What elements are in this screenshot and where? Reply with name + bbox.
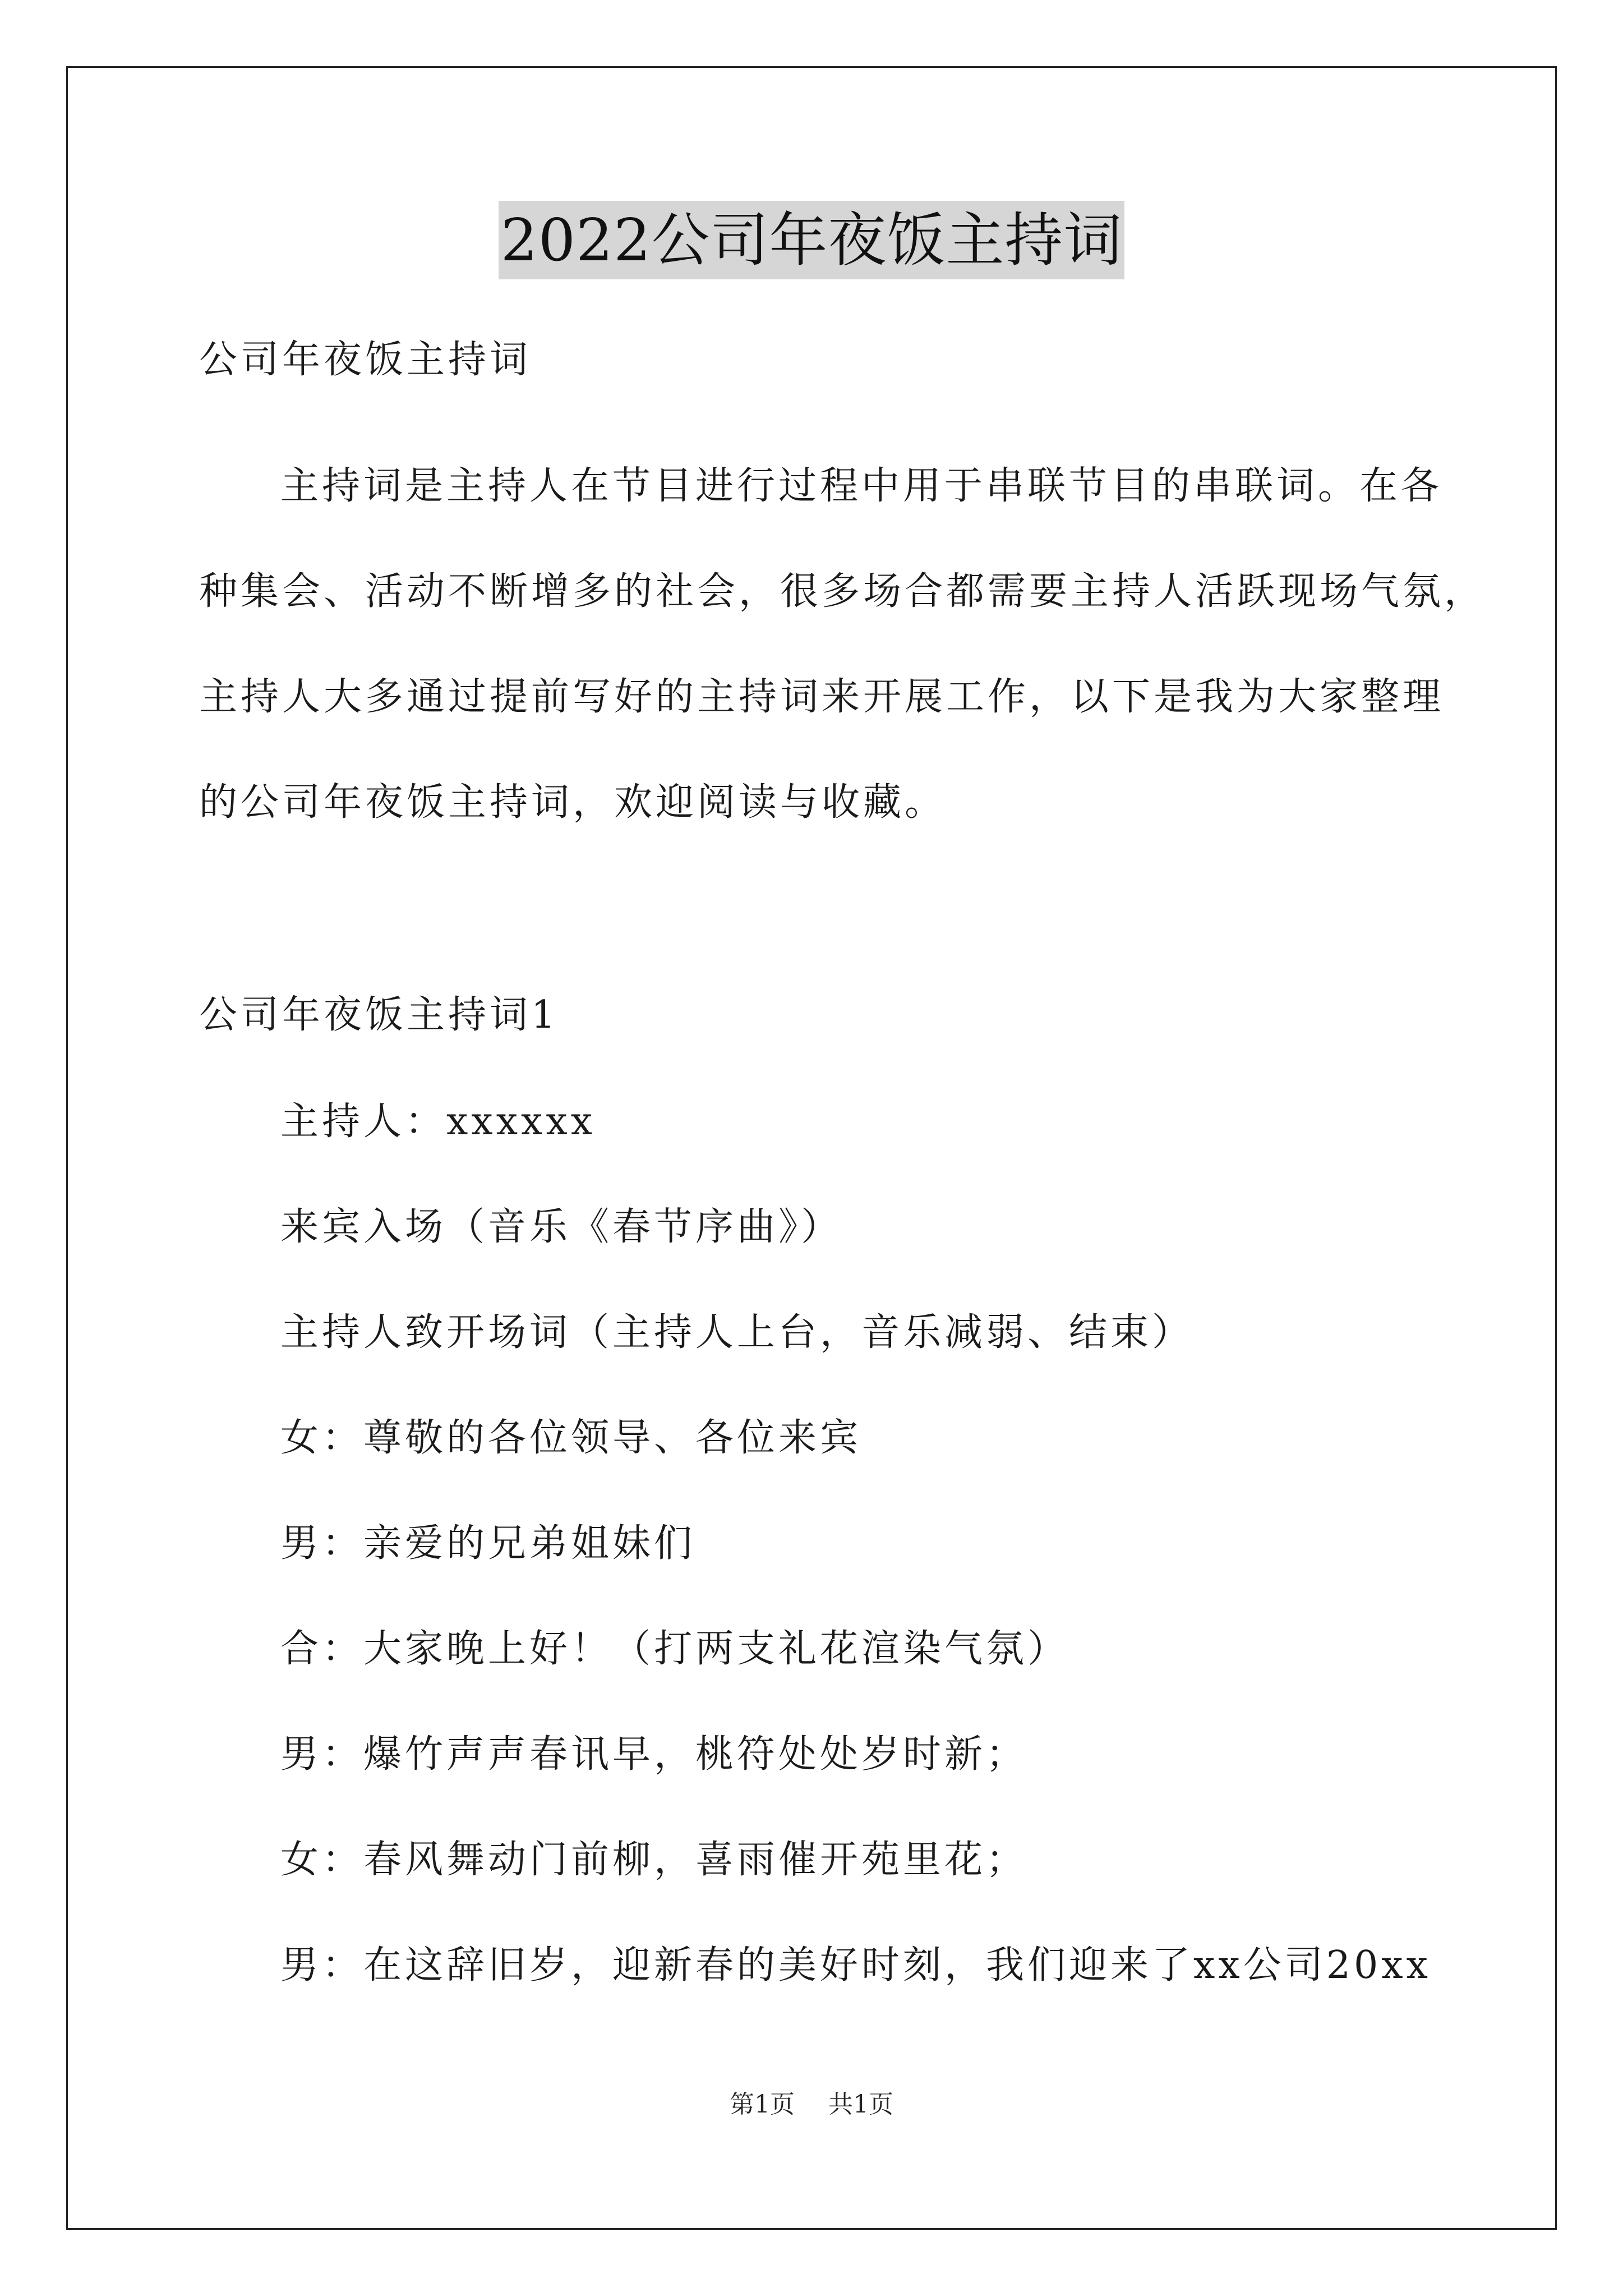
page-border bbox=[66, 66, 1557, 2230]
body-line-male-1: 男：亲爱的兄弟姐妹们 bbox=[280, 1521, 696, 1566]
body-line-opening: 主持人致开场词（主持人上台，音乐减弱、结束） bbox=[280, 1310, 1194, 1355]
section-heading: 公司年夜饭主持词1 bbox=[199, 993, 559, 1037]
body-line-host: 主持人：xxxxxx bbox=[280, 1099, 596, 1144]
body-line-female-2: 女：春风舞动门前柳，喜雨催开苑里花； bbox=[280, 1838, 1028, 1882]
intro-line-4: 的公司年夜饭主持词，欢迎阅读与收藏。 bbox=[199, 780, 947, 825]
document-title: 2022公司年夜饭主持词 bbox=[499, 201, 1125, 279]
body-line-male-2: 男：爆竹声声春讯早，桃符处处岁时新； bbox=[280, 1732, 1028, 1777]
page-number-current: 第1页 bbox=[730, 2090, 795, 2119]
intro-line-3: 主持人大多通过提前写好的主持词来开展工作，以下是我为大家整理 bbox=[199, 675, 1445, 719]
body-line-together: 合：大家晚上好！（打两支礼花渲染气氛） bbox=[280, 1627, 1069, 1671]
body-line-guests-enter: 来宾入场（音乐《春节序曲》） bbox=[280, 1205, 843, 1249]
page-number-total: 共1页 bbox=[828, 2090, 893, 2119]
body-line-female-1: 女：尊敬的各位领导、各位来宾 bbox=[280, 1416, 862, 1460]
body-line-male-3: 男：在这辞旧岁，迎新春的美好时刻，我们迎来了xx公司20xx bbox=[280, 1943, 1431, 1987]
page-footer bbox=[0, 2088, 1623, 2122]
intro-line-2: 种集会、活动不断增多的社会，很多场合都需要主持人活跃现场气氛， bbox=[199, 569, 1486, 614]
title-container bbox=[0, 201, 1623, 279]
intro-line-1: 主持词是主持人在节目进行过程中用于串联节目的串联词。在各 bbox=[280, 464, 1443, 508]
document-subtitle: 公司年夜饭主持词 bbox=[199, 338, 532, 382]
